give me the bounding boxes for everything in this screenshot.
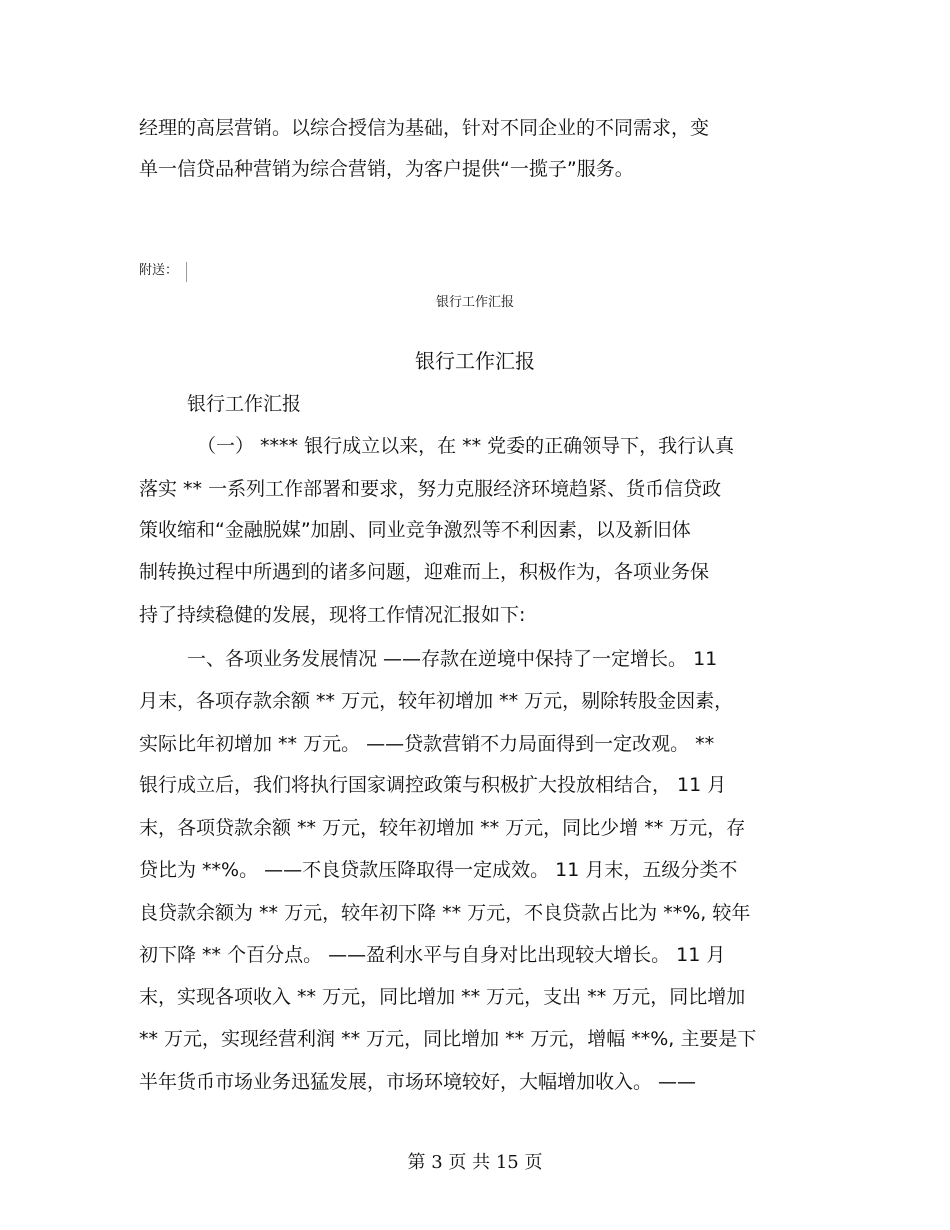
- paragraph-line: 经理的高层营销。以综合授信为基础，针对不同企业的不同需求，变: [139, 117, 710, 139]
- body-line: ** 万元，实现经营利润 ** 万元，同比增加 ** 万元，增幅 **%, 主要是下: [139, 1028, 757, 1050]
- body-line: 末，实现各项收入 ** 万元，同比增加 ** 万元，支出 ** 万元，同比增加: [139, 986, 746, 1008]
- body-line: 落实 ** 一系列工作部署和要求，努力克服经济环境趋紧、货币信贷政: [139, 478, 722, 500]
- body-line: 半年货币市场业务迅猛发展，市场环境较好，大幅增加收入。 ——: [139, 1071, 697, 1093]
- body-line: 制转换过程中所遇到的诸多问题，迎难而上，积极作为，各项业务保: [139, 561, 710, 583]
- body-line: 策收缩和“金融脱媒”加剧、同业竞争激烈等不利因素，以及新旧体: [139, 519, 691, 541]
- body-line: 一、各项业务发展情况 ——存款在逆境中保持了一定增长。 11: [187, 648, 718, 670]
- paragraph-line: 单一信贷品种营销为综合营销，为客户提供“一揽子”服务。: [139, 158, 634, 180]
- body-line: 持了持续稳健的发展，现将工作情况汇报如下:: [139, 604, 526, 626]
- body-line: 末，各项贷款余额 ** 万元，较年初增加 ** 万元，同比少增 ** 万元，存: [139, 817, 746, 839]
- body-line: 良贷款余额为 ** 万元，较年初下降 ** 万元，不良贷款占比为 **%, 较年: [139, 902, 751, 924]
- page-title: 银行工作汇报: [415, 349, 535, 373]
- attachment-title: 银行工作汇报: [435, 295, 514, 310]
- body-line: 初下降 ** 个百分点。 ——盈利水平与自身对比出现较大增长。 11 月: [139, 944, 726, 966]
- page-number-footer: 第 3 页 共 15 页: [407, 1152, 543, 1173]
- section-subtitle: 银行工作汇报: [187, 393, 302, 415]
- body-line: （一） **** 银行成立以来，在 ** 党委的正确领导下，我行认真: [197, 435, 735, 457]
- body-line: 月末，各项存款余额 ** 万元，较年初增加 ** 万元，剔除转股金因素，: [139, 690, 734, 712]
- attachment-label: 附送：: [139, 263, 179, 278]
- body-line: 银行成立后，我们将执行国家调控政策与积极扩大投放相结合， 11 月: [139, 774, 727, 796]
- body-line: 实际比年初增加 ** 万元。 ——贷款营销不力局面得到一定改观。 **: [139, 733, 715, 755]
- attachment-divider: [186, 262, 187, 282]
- body-line: 贷比为 **%。 ——不良贷款压降取得一定成效。 11 月末，五级分类不: [139, 859, 738, 881]
